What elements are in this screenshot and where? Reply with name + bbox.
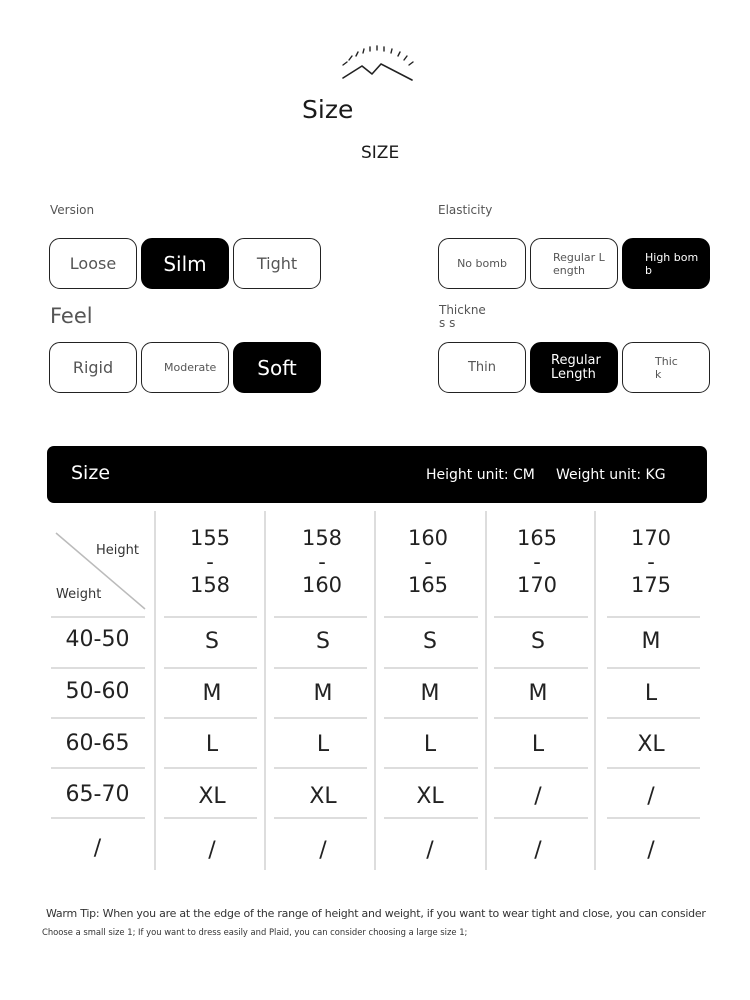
height-range-separator: - <box>424 549 432 574</box>
corner-weight-label: Weight <box>56 587 102 602</box>
thickness-option-thick[interactable]: Thic k <box>622 342 710 393</box>
table-row-divider <box>384 667 478 669</box>
size-cell: XL <box>637 732 665 757</box>
weight-range-cell: 60-65 <box>65 731 130 756</box>
size-cell: L <box>316 732 330 757</box>
size-banner-title: Size <box>71 462 111 484</box>
height-range-separator: - <box>318 549 326 574</box>
table-row-divider <box>384 817 478 819</box>
elasticity-option-no-bomb[interactable]: No bomb <box>438 238 526 289</box>
feel-option-moderate[interactable]: Moderate <box>141 342 229 393</box>
table-column-divider <box>594 511 596 870</box>
table-row-divider <box>274 717 367 719</box>
page-subtitle: SIZE <box>361 143 400 163</box>
height-range-from: 158 <box>301 526 343 550</box>
version-option-silm[interactable]: Silm <box>141 238 229 289</box>
height-range-separator: - <box>647 549 655 574</box>
table-row-divider <box>494 667 588 669</box>
size-cell: / <box>647 838 655 863</box>
table-row-divider <box>494 817 588 819</box>
thickness-option-regular-length[interactable]: Regular Length <box>530 342 618 393</box>
table-row-divider <box>607 817 700 819</box>
height-range-header <box>601 527 701 598</box>
table-row-divider <box>164 767 257 769</box>
height-range-from: 155 <box>189 526 231 550</box>
size-cell: XL <box>416 784 444 809</box>
table-row-divider <box>51 767 145 769</box>
size-cell: S <box>205 629 219 654</box>
table-row-divider <box>384 717 478 719</box>
corner-height-label: Height <box>96 543 139 558</box>
size-cell: / <box>647 784 655 809</box>
size-cell: S <box>423 629 437 654</box>
elasticity-label: Elasticity <box>438 203 493 217</box>
table-column-divider <box>264 511 266 870</box>
size-cell: L <box>644 681 658 706</box>
page-title: Size <box>302 95 354 124</box>
height-range-header <box>272 527 372 598</box>
size-cell: / <box>534 784 542 809</box>
size-cell: M <box>313 681 333 706</box>
sun-over-mountain-icon <box>340 44 416 84</box>
size-cell: L <box>531 732 545 757</box>
feel-option-soft[interactable]: Soft <box>233 342 321 393</box>
weight-range-cell: / <box>93 836 102 861</box>
height-range-separator: - <box>206 549 214 574</box>
table-row-divider <box>494 767 588 769</box>
height-range-header <box>487 527 587 598</box>
table-row-divider <box>274 667 367 669</box>
size-banner <box>47 446 707 503</box>
size-cell: / <box>426 838 434 863</box>
size-cell: L <box>205 732 219 757</box>
height-range-header <box>160 527 260 598</box>
size-cell: M <box>202 681 222 706</box>
table-row-divider <box>384 767 478 769</box>
height-range-to: 170 <box>516 573 558 597</box>
table-row-divider <box>274 767 367 769</box>
version-label: Version <box>50 203 95 217</box>
height-range-from: 165 <box>516 526 558 550</box>
size-cell: S <box>531 629 545 654</box>
table-row-divider <box>607 767 700 769</box>
height-range-header <box>378 527 478 598</box>
size-cell: S <box>316 629 330 654</box>
table-row-divider <box>607 616 700 618</box>
height-range-from: 160 <box>407 526 449 550</box>
table-row-divider <box>51 817 145 819</box>
weight-range-cell: 65-70 <box>65 782 130 807</box>
height-range-to: 158 <box>189 573 231 597</box>
size-cell: / <box>208 838 216 863</box>
table-row-divider <box>494 717 588 719</box>
size-cell: L <box>423 732 437 757</box>
elasticity-option-regular-length[interactable]: Regular Length <box>530 238 618 289</box>
table-row-divider <box>274 616 367 618</box>
warm-tip-line-1: Warm Tip: When you are at the edge of the range of height and weight, if you want to wear tight and close, you can consider <box>46 907 706 920</box>
weight-unit-label: Weight unit: KG <box>556 467 666 483</box>
size-cell: XL <box>198 784 226 809</box>
height-range-to: 165 <box>407 573 449 597</box>
table-row-divider <box>51 667 145 669</box>
table-row-divider <box>164 616 257 618</box>
table-column-divider <box>154 511 156 870</box>
elasticity-option-high-bomb[interactable]: High bomb <box>622 238 710 289</box>
size-cell: M <box>528 681 548 706</box>
version-option-loose[interactable]: Loose <box>49 238 137 289</box>
thickness-option-thin[interactable]: Thin <box>438 342 526 393</box>
table-row-divider <box>164 717 257 719</box>
size-cell: / <box>319 838 327 863</box>
feel-label: Feel <box>50 304 93 328</box>
table-row-divider <box>274 817 367 819</box>
weight-range-cell: 50-60 <box>65 679 130 704</box>
table-row-divider <box>607 717 700 719</box>
thickness-label: Thicknes s <box>439 303 486 330</box>
size-cell: M <box>641 629 661 654</box>
table-row-divider <box>384 616 478 618</box>
weight-range-cell: 40-50 <box>65 627 130 652</box>
size-cell: M <box>420 681 440 706</box>
height-range-to: 175 <box>630 573 672 597</box>
warm-tip-line-2: Choose a small size 1; If you want to dress easily and Plaid, you can consider choosing a large size 1; <box>42 927 468 937</box>
height-range-separator: - <box>533 549 541 574</box>
size-cell: XL <box>309 784 337 809</box>
feel-option-rigid[interactable]: Rigid <box>49 342 137 393</box>
version-option-tight[interactable]: Tight <box>233 238 321 289</box>
height-unit-label: Height unit: CM <box>426 467 535 483</box>
size-cell: / <box>534 838 542 863</box>
table-row-divider <box>51 616 145 618</box>
table-row-divider <box>607 667 700 669</box>
table-row-divider <box>51 717 145 719</box>
table-row-divider <box>164 667 257 669</box>
table-column-divider <box>374 511 376 870</box>
table-row-divider <box>494 616 588 618</box>
table-row-divider <box>164 817 257 819</box>
height-range-to: 160 <box>301 573 343 597</box>
height-range-from: 170 <box>630 526 672 550</box>
